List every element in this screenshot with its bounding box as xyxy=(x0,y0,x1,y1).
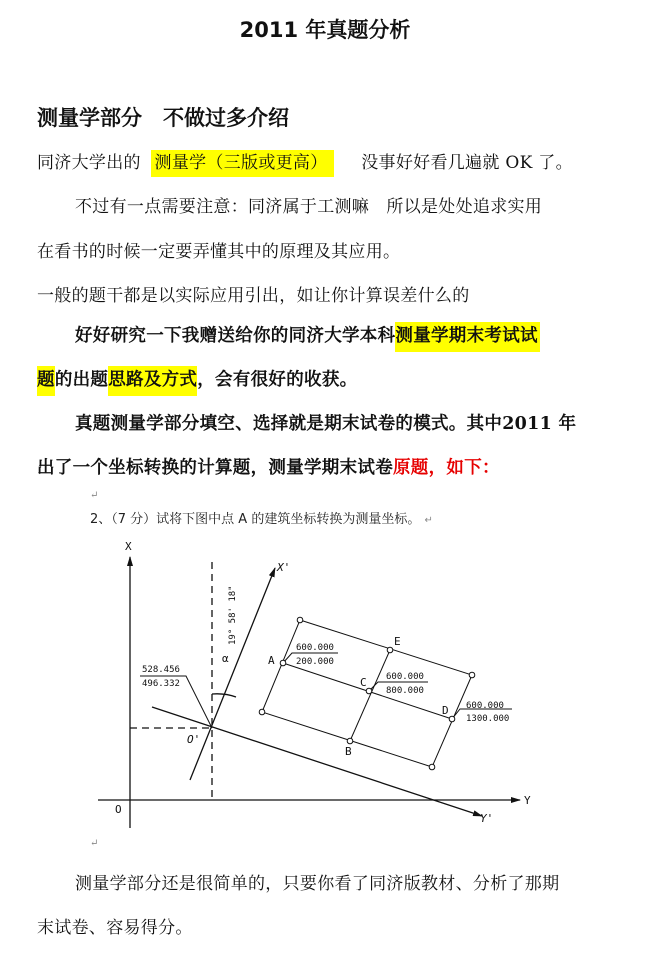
o-prime-coord-top: 528.456 xyxy=(142,665,180,675)
label-point-b: B xyxy=(345,745,352,758)
paragraph-5-line-1: 真题测量学部分填空、选择就是期末试卷的模式。其中2011 年 xyxy=(75,414,577,434)
label-point-a: A xyxy=(268,654,275,667)
p5-text: 出了一个坐标转换的计算题，测量学期末试卷 xyxy=(37,458,393,478)
p1-text: 同济大学出的 xyxy=(37,153,141,173)
highlight-exam: 测量学期末考试试 xyxy=(395,322,539,352)
paragraph-6-line-2: 末试卷、容易得分。 xyxy=(37,918,193,938)
paragraph-6-line-1: 测量学部分还是很简单的，只要你看了同济版教材、分析了那期 xyxy=(75,874,560,894)
highlight-approach: 思路及方式 xyxy=(108,366,197,396)
label-alpha: α xyxy=(222,652,229,665)
highlight-textbook: 测量学（三版或更高） xyxy=(151,150,334,177)
label-x-prime: X' xyxy=(277,561,291,574)
point-c-top: 600.000 xyxy=(386,672,424,682)
paragraph-2-line-1: 不过有一点需要注意：同济属于工测嘛 所以是处处追求实用 xyxy=(75,197,543,217)
p1-text-post: 没事好好看几遍就 OK 了。 xyxy=(361,153,573,173)
point-a-top: 600.000 xyxy=(296,643,334,653)
label-point-e: E xyxy=(394,635,401,648)
point-a-bottom: 200.000 xyxy=(296,657,334,667)
point-c-bottom: 800.000 xyxy=(386,686,424,696)
label-y-prime: Y' xyxy=(480,812,494,825)
section-heading: 测量学部分 不做过多介绍 xyxy=(37,106,289,130)
paragraph-3: 一般的题干都是以实际应用引出，如让你计算误差什么的 xyxy=(37,286,470,306)
label-origin-prime: O' xyxy=(187,733,201,746)
paragraph-2-line-2: 在看书的时候一定要弄懂其中的原理及其应用。 xyxy=(37,242,401,262)
point-d-top: 600.000 xyxy=(466,701,504,711)
label-angle-value: 19° 58' 18" xyxy=(228,585,238,645)
label-y: Y xyxy=(524,794,531,807)
return-mark-bottom: ↵ xyxy=(90,838,99,849)
label-point-d: D xyxy=(442,704,449,717)
question-label: 2、（7 分）试将下图中点 A 的建筑坐标转换为测量坐标。 xyxy=(90,512,421,527)
highlight-ti: 题 xyxy=(37,366,55,396)
label-point-c: C xyxy=(360,676,367,689)
point-d-bottom: 1300.000 xyxy=(466,714,510,724)
return-mark-inline: ↵ xyxy=(424,515,433,526)
p4-text: 好好研究一下我赠送给你的同济大学本科 xyxy=(75,326,396,346)
return-mark: ↵ xyxy=(90,490,99,501)
label-origin: O xyxy=(115,803,122,816)
grid-line-ecb xyxy=(350,650,390,741)
page-title: 2011 年真题分析 xyxy=(239,18,411,42)
p4-text-mid: 的出题 xyxy=(54,370,109,390)
label-x: X xyxy=(125,540,132,553)
o-prime-coord-bottom: 496.332 xyxy=(142,679,180,689)
p4-text-post: ，会有很好的收获。 xyxy=(197,370,358,390)
red-note: 原题，如下： xyxy=(393,458,500,478)
